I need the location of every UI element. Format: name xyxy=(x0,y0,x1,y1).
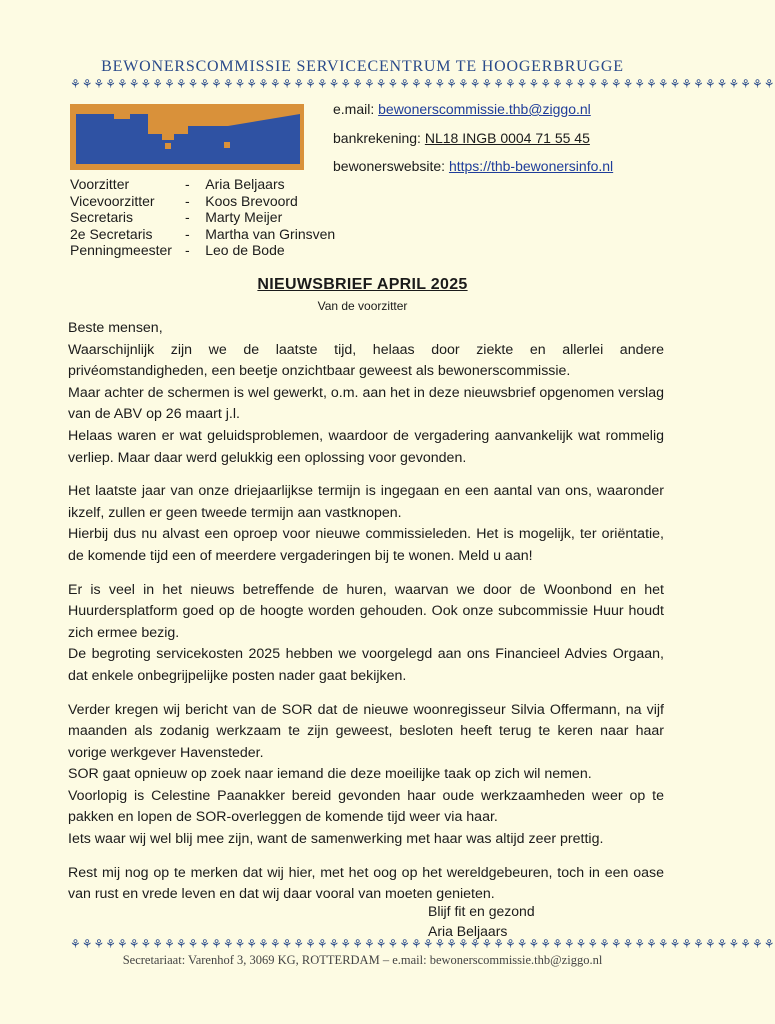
footer-address: Secretariaat: Varenhof 3, 3069 KG, ROTTERDAM – e.mail: bewonerscommissie.thb@ziggo.nl xyxy=(122,953,603,967)
letter-body xyxy=(68,318,664,918)
bank-account: NL18 INGB 0004 71 55 45 xyxy=(424,130,590,146)
signoff xyxy=(428,901,535,941)
bank-label: bankrekening: xyxy=(333,130,425,146)
ornament-divider-top: ⚘⚘⚘⚘⚘⚘⚘⚘⚘⚘⚘⚘⚘⚘⚘⚘⚘⚘⚘⚘⚘⚘⚘⚘⚘⚘⚘⚘⚘⚘⚘⚘⚘⚘⚘⚘⚘⚘⚘⚘⚘⚘⚘⚘⚘⚘⚘⚘⚘⚘⚘⚘⚘⚘⚘⚘⚘⚘⚘⚘ xyxy=(70,77,775,91)
officer-separator: - xyxy=(185,242,190,258)
officer-name: Leo de Bode xyxy=(205,242,285,258)
officer-name: Aria Beljaars xyxy=(205,176,285,192)
signoff-name: Aria Beljaars xyxy=(428,923,508,939)
officer-separator: - xyxy=(185,209,190,225)
officer-name: Koos Brevoord xyxy=(205,192,298,209)
officer-role: Voorzitter xyxy=(70,176,130,192)
paragraph-rent: Er is veel in het nieuws betreffende de huren, waarvan we door de Woonbond en het Huurdersplatform goed op de hoogte worden gehouden. Ook onze subcommissie Huur houdt zich ermee bezig. De begroting servicekosten 2025 hebben we voorgelegd aan ons Financieel Advies Orgaan, dat enkele onbegrijpelijke posten nader gaat bekijken. xyxy=(68,581,664,684)
officer-role: Vicevoorzitter xyxy=(70,192,155,209)
contact-email-line xyxy=(333,101,591,117)
contact-web-line xyxy=(333,158,613,174)
officer-role: Penningmeester xyxy=(70,242,172,258)
officer-separator: - xyxy=(185,225,190,242)
logo xyxy=(70,104,304,170)
paragraph-term: Het laatste jaar van onze driejaarlijkse termijn is ingegaan en een aantal van ons, waaronder ikzelf, zullen er geen tweede termijn aan vastknopen. Hierbij dus nu alvast een oproep voor nieuwe commissieleden. Het is mogelijk, ter oriëntatie, de komende tijd een of meerdere vergaderingen bij te wonen. Meld u aan! xyxy=(68,483,664,564)
officer-name: Martha van Grinsven xyxy=(205,225,336,242)
newsletter-title: NIEUWSBRIEF APRIL 2025 xyxy=(257,276,468,293)
officer-role: Secretaris xyxy=(70,209,134,225)
email-link[interactable]: bewonerscommissie.thb@ziggo.nl xyxy=(378,101,591,117)
header-title: BEWONERSCOMMISSIE SERVICECENTRUM TE HOOGERBRUGGE xyxy=(101,58,624,75)
newsletter-subtitle: Van de voorzitter xyxy=(317,299,408,313)
paragraph-sor: Verder kregen wij bericht van de SOR dat de nieuwe woonregisseur Silvia Offermann, na vijf maanden als zodanig werkzaam te zijn geweest, besloten heeft terug te keren naar haar vorige werkgever Havensteder. SOR gaat opnieuw op zoek naar iemand die deze moeilijke taak op zich wil nemen. Voorlopig is Celestine Paanakker bereid gevonden haar oude werkzaamheden weer op te pakken en lopen de SOR-overleggen de komende tijd weer via haar. Iets waar wij wel blij mee zijn, want de samenwerking met haar was altijd zeer prettig. xyxy=(68,701,664,848)
officer-role: 2e Secretaris xyxy=(70,225,153,242)
email-label: e.mail: xyxy=(333,101,379,117)
ornament-divider-bottom: ⚘⚘⚘⚘⚘⚘⚘⚘⚘⚘⚘⚘⚘⚘⚘⚘⚘⚘⚘⚘⚘⚘⚘⚘⚘⚘⚘⚘⚘⚘⚘⚘⚘⚘⚘⚘⚘⚘⚘⚘⚘⚘⚘⚘⚘⚘⚘⚘⚘⚘⚘⚘⚘⚘⚘⚘⚘⚘⚘⚘ xyxy=(70,937,775,951)
officer-separator: - xyxy=(185,176,190,192)
web-label: bewonerswebsite: xyxy=(333,158,449,174)
contact-bank-line xyxy=(333,130,590,146)
signoff-greeting: Blijf fit en gezond xyxy=(428,903,535,919)
paragraph-intro: Beste mensen, Waarschijnlijk zijn we de laatste tijd, helaas door ziekte en allerlei andere privéomstandigheden, een beetje onzichtbaar geweest als bewonerscommissie. Maar achter de schermen is wel gewerkt, o.m. aan het in deze nieuwsbrief opgenomen verslag van de ABV op 26 maart j.l. Helaas waren er wat geluidsproblemen, waardoor de vergadering aanvankelijk wat rommelig verliep. Maar daar werd gelukkig een oplossing voor gevonden. xyxy=(68,320,664,466)
officer-separator: - xyxy=(185,192,190,209)
website-link[interactable]: https://thb-bewonersinfo.nl xyxy=(448,158,614,174)
officer-name: Marty Meijer xyxy=(205,209,283,225)
paragraph-closing: Rest mij nog op te merken dat wij hier, met het oog op het wereldgebeuren, toch in een oase van rust en vrede leven en dat wij daar vooral van moeten genieten. xyxy=(68,864,664,903)
